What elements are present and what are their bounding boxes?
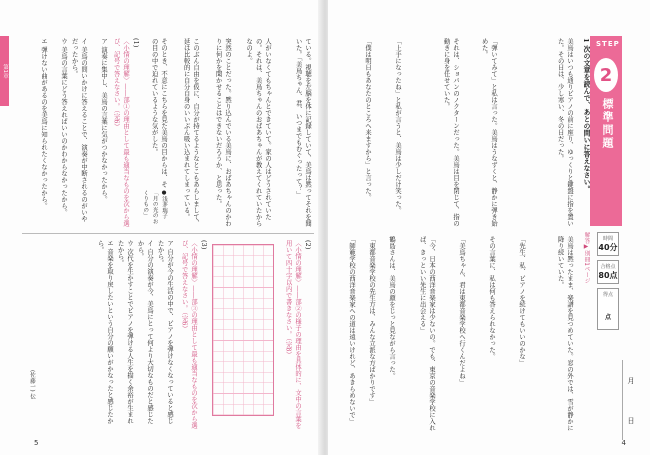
time-label: 時間: [602, 236, 613, 242]
month-label: 月: [627, 376, 635, 384]
left-passage: [140, 38, 312, 228]
passage-paragraph: 「弾いてみて」と私は言った。美鳥はうなずくと、静かに弾き始めた。: [480, 38, 497, 227]
pass-value: 80点: [598, 271, 618, 280]
left-page: [0, 0, 322, 455]
passage-paragraph: そのとき、不意にこちらを見た美鳥の目からは、その目の中で迫れているような気がした。: [150, 38, 167, 188]
choice-u[interactable]: ウ 次代を生かすことでピアノを弾ける人生を描く余裕が生まれたから。: [116, 240, 133, 425]
choice-e[interactable]: エ 音楽を取り戻したいという自分の願いがかなったと感じたから。: [96, 240, 113, 425]
passage-paragraph: 「上手になったね」と私が言うと、美鳥は少しだけ笑った。: [394, 38, 401, 214]
step-label: STEP: [596, 40, 620, 48]
page-number-right: 4: [621, 439, 626, 447]
info-panel: [597, 232, 619, 334]
step-title: 標準問題: [601, 98, 614, 150]
passage-paragraph: このぶん自由を仮に、自分が持てるようなとこもあらしまして、延は比較的に自分自身のいいぶん吸い込まれてしまっている。: [182, 38, 199, 227]
question-1-prompt: 〈小情の理解〉――部①の理由として最も適当なものを次から選び、記号で答えなさい。（完6）: [112, 38, 129, 227]
pass-box: [597, 260, 619, 284]
passage-paragraph: 「僕は明日もあなたのところへ来ますから」と言った。: [364, 38, 371, 201]
choice-a[interactable]: ア 演奏に集中し、美鳥の言葉に気がつかなかったから。: [100, 38, 107, 203]
left-upper-questions: [22, 38, 140, 228]
answer-grid[interactable]: [212, 244, 274, 416]
passage-paragraph: 「先生、私、ピアノを続けてもいいのかな」: [518, 236, 525, 366]
sample-answer-link[interactable]: 解答▶別冊1ページ: [583, 232, 589, 285]
chapter-tab-label: 第1章: [2, 63, 8, 79]
passage-paragraph: それは、ショパンのノクターンだった。美鳥は目を閉じて、指の動きに身を任せていた。: [442, 38, 459, 227]
section-divider: [22, 233, 314, 234]
right-passage: [342, 38, 574, 438]
passage-paragraph: 「師範学校の西洋音楽家への道は遠いけれど、あきらめないで」: [348, 236, 355, 425]
passage-paragraph: 「東都音楽学校の先生方は、みんな立派な方ばかりです」: [368, 236, 375, 405]
passage-paragraph: 美鳥は黙ったまま、楽譜を見つめていた。窓の外では、雪が静かに降り続いていた。: [556, 236, 573, 431]
question-2-prompt: 〈小情の理解〉――部②の様子の理由を具体的に、文中の言葉を用いて四十字以内で書きなさい。（完8）: [284, 240, 301, 429]
time-value: 40分: [598, 243, 618, 252]
score-box[interactable]: [597, 288, 619, 330]
page-number-left: 5: [34, 439, 39, 447]
passage-paragraph: その言葉に、私は何も答えられなかった。: [488, 236, 495, 360]
passage-paragraph: 突然のことだった。黙り込んでいる美鳥に、おばあちゃんのかわりに何かを聞かせることはできないだろうか、と思った。: [214, 38, 231, 227]
question-3-prompt: 〈小情の理解〉――部③の理由として最も適当なものを次から選び、記号で答えなさい。（完6）: [180, 240, 197, 429]
left-lower-questions: [22, 240, 314, 440]
pass-label: 合格点: [600, 264, 616, 270]
question-2-number: (2): [304, 240, 311, 250]
score-label: 得点: [602, 292, 613, 298]
choice-a[interactable]: ア 自分が今の生活の中で、ピアノを弾けなくなっていると感じたから。: [156, 240, 173, 425]
step-number-badge: 2: [594, 58, 618, 92]
passage-paragraph: 鶴島さんは、美鳥の顔をじっと見ながら言った。: [388, 236, 395, 379]
day-label: 日: [627, 416, 635, 424]
choice-e[interactable]: エ 弾けない曲があるのを美鳥に知られたくなかったから。: [40, 38, 47, 210]
footnote: (佐藤一) 伝: [29, 370, 35, 400]
score-unit: 点: [604, 314, 611, 321]
source-note: ●浅茅瑞子「月の光のおくりもの」: [142, 190, 167, 225]
passage-paragraph: 「美鳥ちゃん、君は東都音楽学校へ行くんだよね」: [458, 236, 465, 386]
question-1-number: (1): [132, 38, 139, 48]
passage-paragraph: 美鳥はいつも通りピアノの前に座り、ゆっくりと鍵盤に指を置いた。その日は、少し寒い、冬の日だった。: [556, 38, 573, 227]
question-3-number: (3): [200, 240, 207, 250]
passage-paragraph: 「今、日本の西洋音楽家は少ないの。でも、東京の音楽学校に入れば、きっといい先生に出会える」: [418, 236, 435, 431]
date-slot[interactable]: [622, 360, 639, 440]
time-box: [597, 232, 619, 256]
choice-u[interactable]: ウ 美鳥の言葉にどう答えればいいのかわからなかったから。: [60, 38, 67, 216]
passage-paragraph: 人がいなくてもちゃんとできていて。家の人はどうされていたの。それは、美鳥ちゃんのおばあちゃんが教えてくれていたからなのよ。: [245, 38, 271, 227]
choice-i[interactable]: イ 自分の演奏が今、美鳥にとって何より大切なものだと感じたから。: [136, 240, 153, 425]
choice-i[interactable]: イ 美鳥の問いかけに答えることで、演奏が中断されるのがいやだったから。: [70, 38, 87, 223]
passage-paragraph: ている。視聴を左脳を体に記録していて、美鳥は黙ってそれを聞いた。「美鳥ちゃん、君、いつまでもむぐったって？」: [294, 38, 311, 227]
question-heading: 1 次の文章を読んで、あとの問いに答えなさい。: [582, 38, 590, 193]
